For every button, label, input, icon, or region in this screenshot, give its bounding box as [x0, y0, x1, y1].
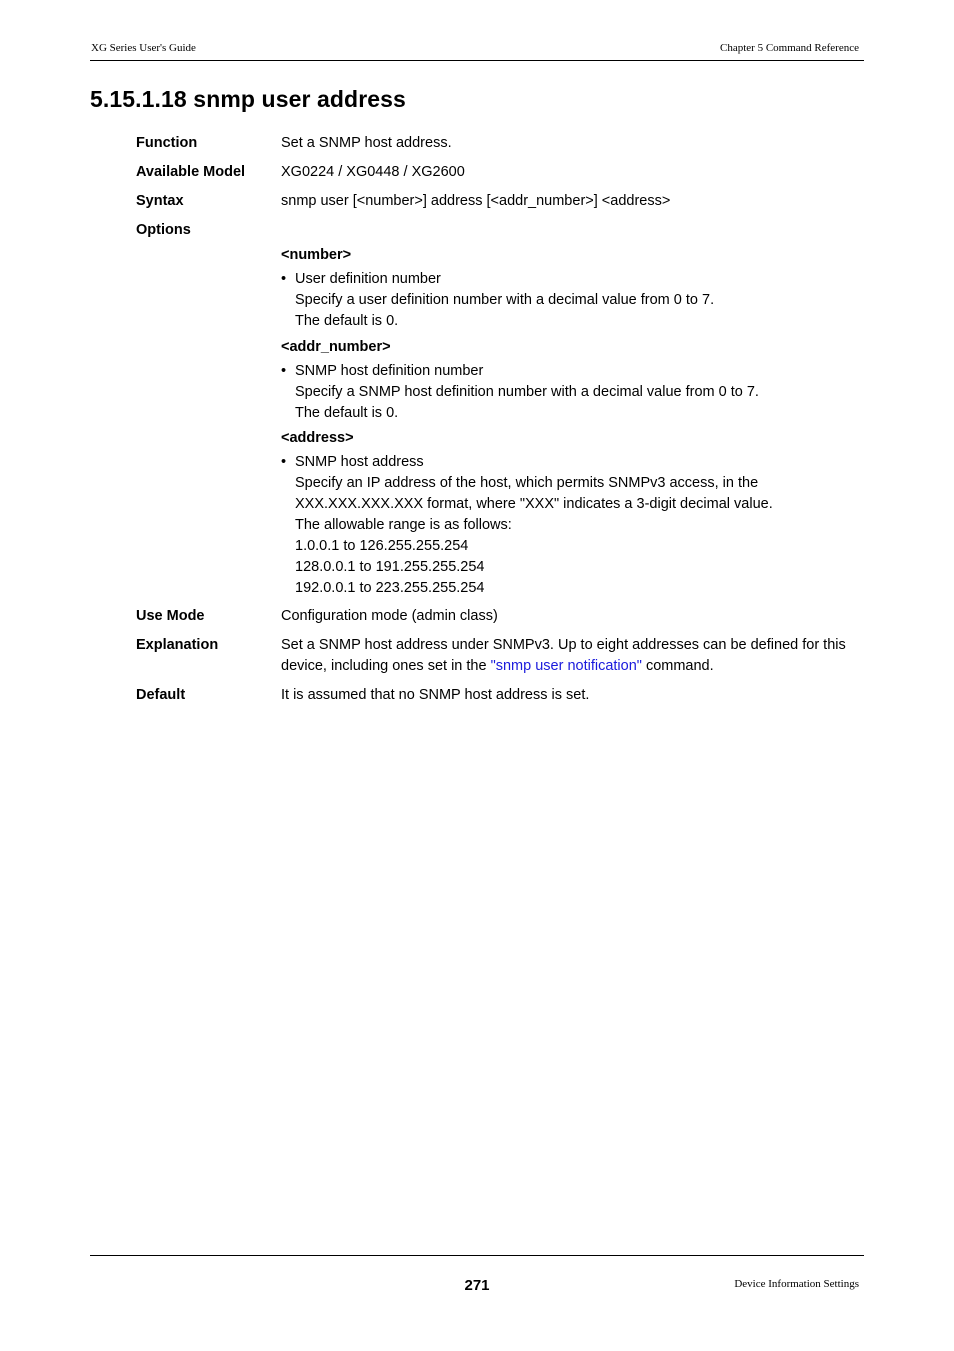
option-address [281, 428, 866, 599]
option-addr-number-heading: <addr_number> [281, 339, 391, 355]
header-rule [90, 60, 864, 61]
snmp-user-notification-link[interactable]: "snmp user notification" [490, 658, 642, 674]
explanation-text: command. [641, 658, 714, 674]
bullet-icon: • [281, 454, 287, 470]
option-address-line: Specify an IP address of the host, which permits SNMPv3 access, in the [295, 475, 759, 491]
option-address-bullet-text: SNMP host address [295, 454, 424, 470]
option-address-heading: <address> [281, 430, 354, 446]
explanation-text: device, including ones set in the [281, 658, 491, 674]
option-addr-number-bullet-text: SNMP host definition number [295, 363, 484, 379]
footer-section: Device Information Settings [734, 1278, 859, 1290]
header-guide-title: XG Series User's Guide [91, 42, 196, 54]
option-number-bullet-text: User definition number [295, 271, 441, 287]
option-address-line: 128.0.0.1 to 191.255.255.254 [295, 559, 485, 575]
option-address-line: The allowable range is as follows: [295, 517, 512, 533]
option-address-line: 192.0.0.1 to 223.255.255.254 [295, 580, 485, 596]
use-mode-label: Use Mode [136, 608, 205, 624]
option-addr-number [281, 337, 866, 424]
default-label: Default [136, 687, 186, 703]
option-address-line: XXX.XXX.XXX.XXX format, where "XXX" indicates a 3-digit decimal value. [295, 496, 773, 512]
syntax-label: Syntax [136, 193, 184, 209]
option-number [281, 245, 866, 332]
model-value: XG0224 / XG0448 / XG2600 [281, 164, 465, 180]
option-address-bullet [281, 452, 866, 599]
option-addr-number-line: Specify a SNMP host definition number with a decimal value from 0 to 7. [295, 384, 759, 400]
option-addr-number-line: The default is 0. [295, 405, 399, 421]
option-addr-number-bullet [281, 361, 866, 424]
function-value: Set a SNMP host address. [281, 135, 452, 151]
footer-rule [90, 1255, 864, 1256]
explanation-line [281, 656, 866, 677]
option-address-line: 1.0.0.1 to 126.255.255.254 [295, 538, 469, 554]
default-value: It is assumed that no SNMP host address is set. [281, 687, 590, 703]
model-label: Available Model [136, 164, 246, 180]
bullet-icon: • [281, 271, 287, 287]
option-number-heading: <number> [281, 247, 352, 263]
explanation-line: Set a SNMP host address under SNMPv3. Up to eight addresses can be defined for this [281, 637, 846, 653]
explanation-value [281, 635, 866, 677]
syntax-value: snmp user [<number>] address [<addr_number>] <address> [281, 193, 671, 209]
options-label: Options [136, 222, 191, 238]
header-chapter: Chapter 5 Command Reference [720, 42, 859, 54]
option-number-line: Specify a user definition number with a decimal value from 0 to 7. [295, 292, 715, 308]
explanation-label: Explanation [136, 637, 219, 653]
page-number: 271 [464, 1277, 490, 1294]
section-title: 5.15.1.18 snmp user address [90, 86, 406, 112]
option-number-line: The default is 0. [295, 313, 399, 329]
function-label: Function [136, 135, 198, 151]
use-mode-value: Configuration mode (admin class) [281, 608, 498, 624]
option-number-bullet [281, 269, 866, 332]
bullet-icon: • [281, 363, 287, 379]
